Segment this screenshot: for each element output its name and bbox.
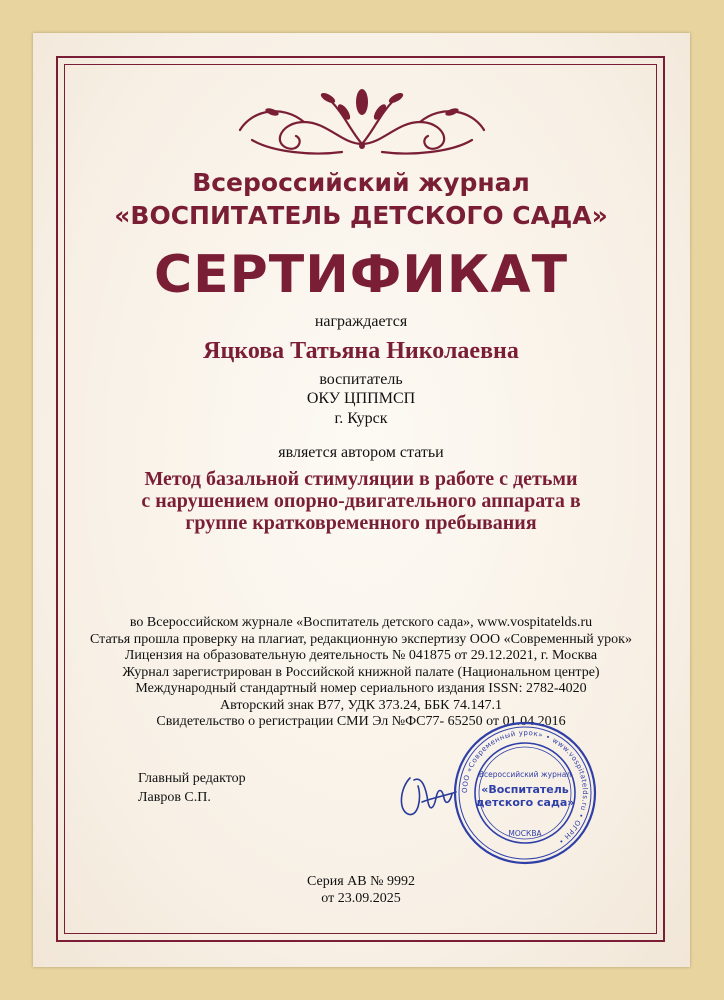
details-line: Статья прошла проверку на плагиат, редакционную экспертизу ООО «Современный урок»: [90, 631, 632, 647]
details-line: Международный стандартный номер сериального издания ISSN: 2782-4020: [135, 681, 587, 696]
article-title-line2: с нарушением опорно-двигательного аппарата в: [141, 490, 581, 512]
recipient-city: г. Курск: [334, 410, 388, 427]
details-line: Свидетельство о регистрации СМИ Эл №ФС77- 65250 от 01.04.2016: [156, 714, 566, 729]
editor-block: [138, 769, 246, 807]
stamp-city: МОСКВА: [508, 829, 542, 838]
publication-details: [66, 615, 656, 731]
editor-role: Главный редактор: [138, 771, 246, 786]
stamp-line3: детского сада»: [475, 796, 575, 809]
details-line: во Всероссийском журнале «Воспитатель детского сада», www.vospitatelds.ru: [129, 615, 593, 630]
series-number: Серия АВ № 9992: [307, 874, 415, 889]
stamp-line2: «Воспитатель: [481, 783, 569, 796]
awarded-label: награждается: [314, 313, 408, 330]
journal-title-line2: «ВОСПИТАТЕЛЬ ДЕТСКОГО САДА»: [114, 201, 608, 230]
stamp-line1: Всероссийский журнал: [478, 770, 572, 779]
journal-title-line1: Всероссийский журнал: [192, 168, 530, 197]
svg-text:ООО «Современный урок» • www.v: ООО «Современный урок» • www.vospitatelds.ru • ОГРН •: [460, 728, 590, 846]
recipient-organization: ОКУ ЦППМСП: [306, 390, 416, 407]
article-title-line3: группе кратковременного пребывания: [185, 512, 537, 534]
stamp-seal: [452, 720, 598, 866]
recipient-name: Яцкова Татьяна Николаевна: [203, 338, 519, 364]
issue-date: от 23.09.2025: [321, 891, 401, 906]
article-title-line1: Метод базальной стимуляции в работе с детьми: [144, 468, 578, 490]
recipient-position: воспитатель: [319, 371, 403, 388]
ornament-flourish: [232, 82, 492, 162]
certificate-title: СЕРТИФИКАТ: [153, 245, 569, 305]
editor-name: Лавров С.П.: [138, 790, 211, 805]
details-line: Журнал зарегистрирован в Российской книжной палате (Национальном центре): [122, 664, 600, 680]
details-line: Авторский знак В77, УДК 373.24, ББК 74.147.1: [220, 697, 502, 713]
article-intro: является автором статьи: [278, 444, 444, 461]
details-line: Лицензия на образовательную деятельность № 041875 от 29.12.2021, г. Москва: [124, 648, 598, 663]
